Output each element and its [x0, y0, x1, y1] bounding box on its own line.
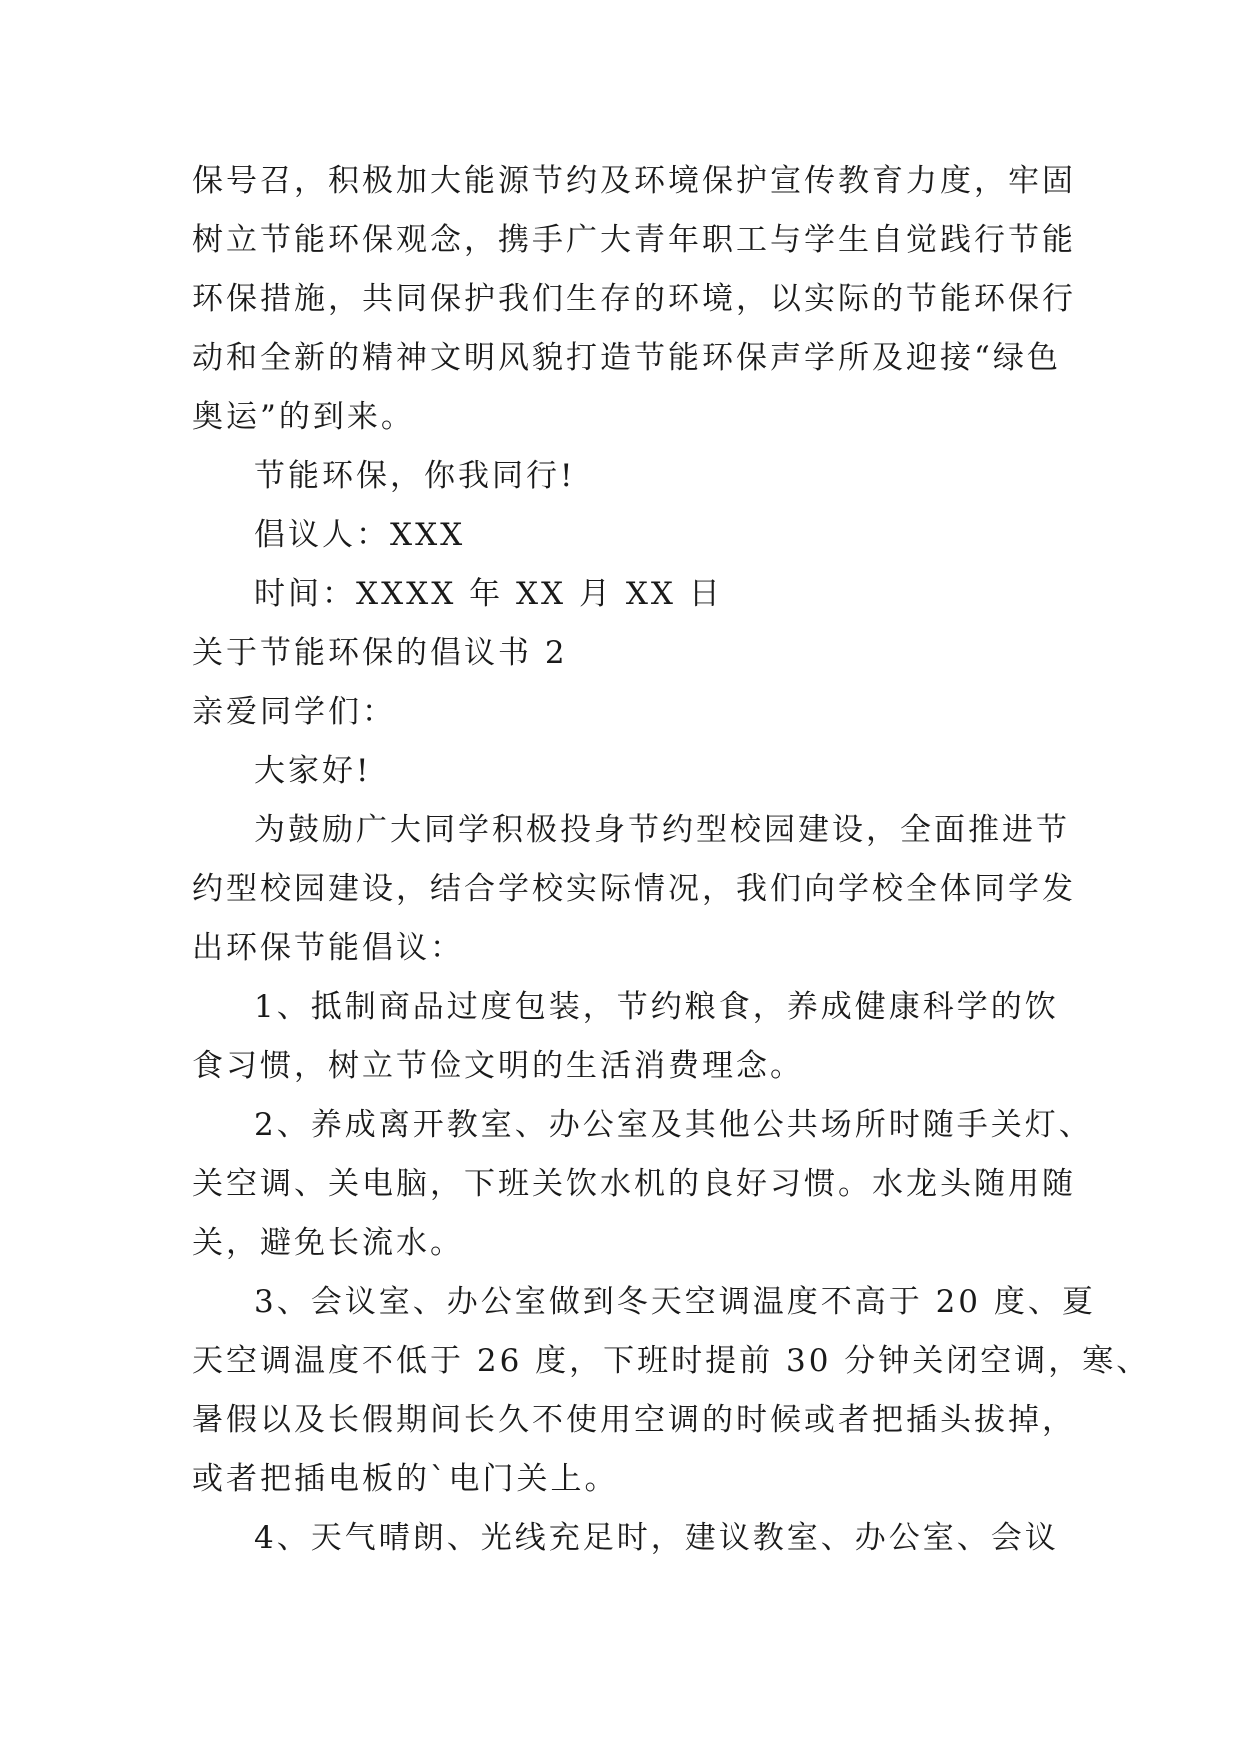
text-line: 节能环保，你我同行! [254, 458, 576, 494]
text-line: 天空调温度不低于 26 度，下班时提前 30 分钟关闭空调，寒、 [192, 1343, 1151, 1379]
text-line: 奥运”的到来。 [192, 399, 415, 435]
text-line: 动和全新的精神文明风貌打造节能环保声学所及迎接“绿色 [192, 340, 1061, 376]
text-line: 食习惯，树立节俭文明的生活消费理念。 [192, 1048, 804, 1084]
document-body [192, 152, 1151, 1568]
text-line: 或者把插电板的`电门关上。 [192, 1461, 619, 1497]
text-line: 4、天气晴朗、光线充足时，建议教室、办公室、会议 [254, 1520, 1059, 1556]
text-line: 时间：XXXX 年 XX 月 XX 日 [254, 576, 723, 612]
text-line: 暑假以及长假期间长久不使用空调的时候或者把插头拔掉， [192, 1402, 1076, 1438]
text-line: 环保措施，共同保护我们生存的环境，以实际的节能环保行 [192, 281, 1076, 317]
text-line: 关，避免长流水。 [192, 1225, 464, 1261]
text-line: 约型校园建设，结合学校实际情况，我们向学校全体同学发 [192, 871, 1076, 907]
text-line: 关于节能环保的倡议书 2 [192, 635, 568, 671]
text-line: 关空调、关电脑，下班关饮水机的良好习惯。水龙头随用随 [192, 1166, 1076, 1202]
text-line: 树立节能环保观念，携手广大青年职工与学生自觉践行节能 [192, 222, 1076, 258]
text-line: 为鼓励广大同学积极投身节约型校园建设，全面推进节 [254, 812, 1070, 848]
text-line: 保号召，积极加大能源节约及环境保护宣传教育力度，牢固 [192, 163, 1076, 199]
text-line: 倡议人：XXX [254, 517, 466, 553]
text-line: 亲爱同学们： [192, 694, 396, 730]
text-line: 1、抵制商品过度包装，节约粮食，养成健康科学的饮 [254, 989, 1059, 1025]
text-line: 大家好! [254, 753, 372, 789]
text-line: 2、养成离开教室、办公室及其他公共场所时随手关灯、 [254, 1107, 1093, 1143]
text-line: 出环保节能倡议： [192, 930, 464, 966]
text-line: 3、会议室、办公室做到冬天空调温度不高于 20 度、夏 [254, 1284, 1096, 1320]
